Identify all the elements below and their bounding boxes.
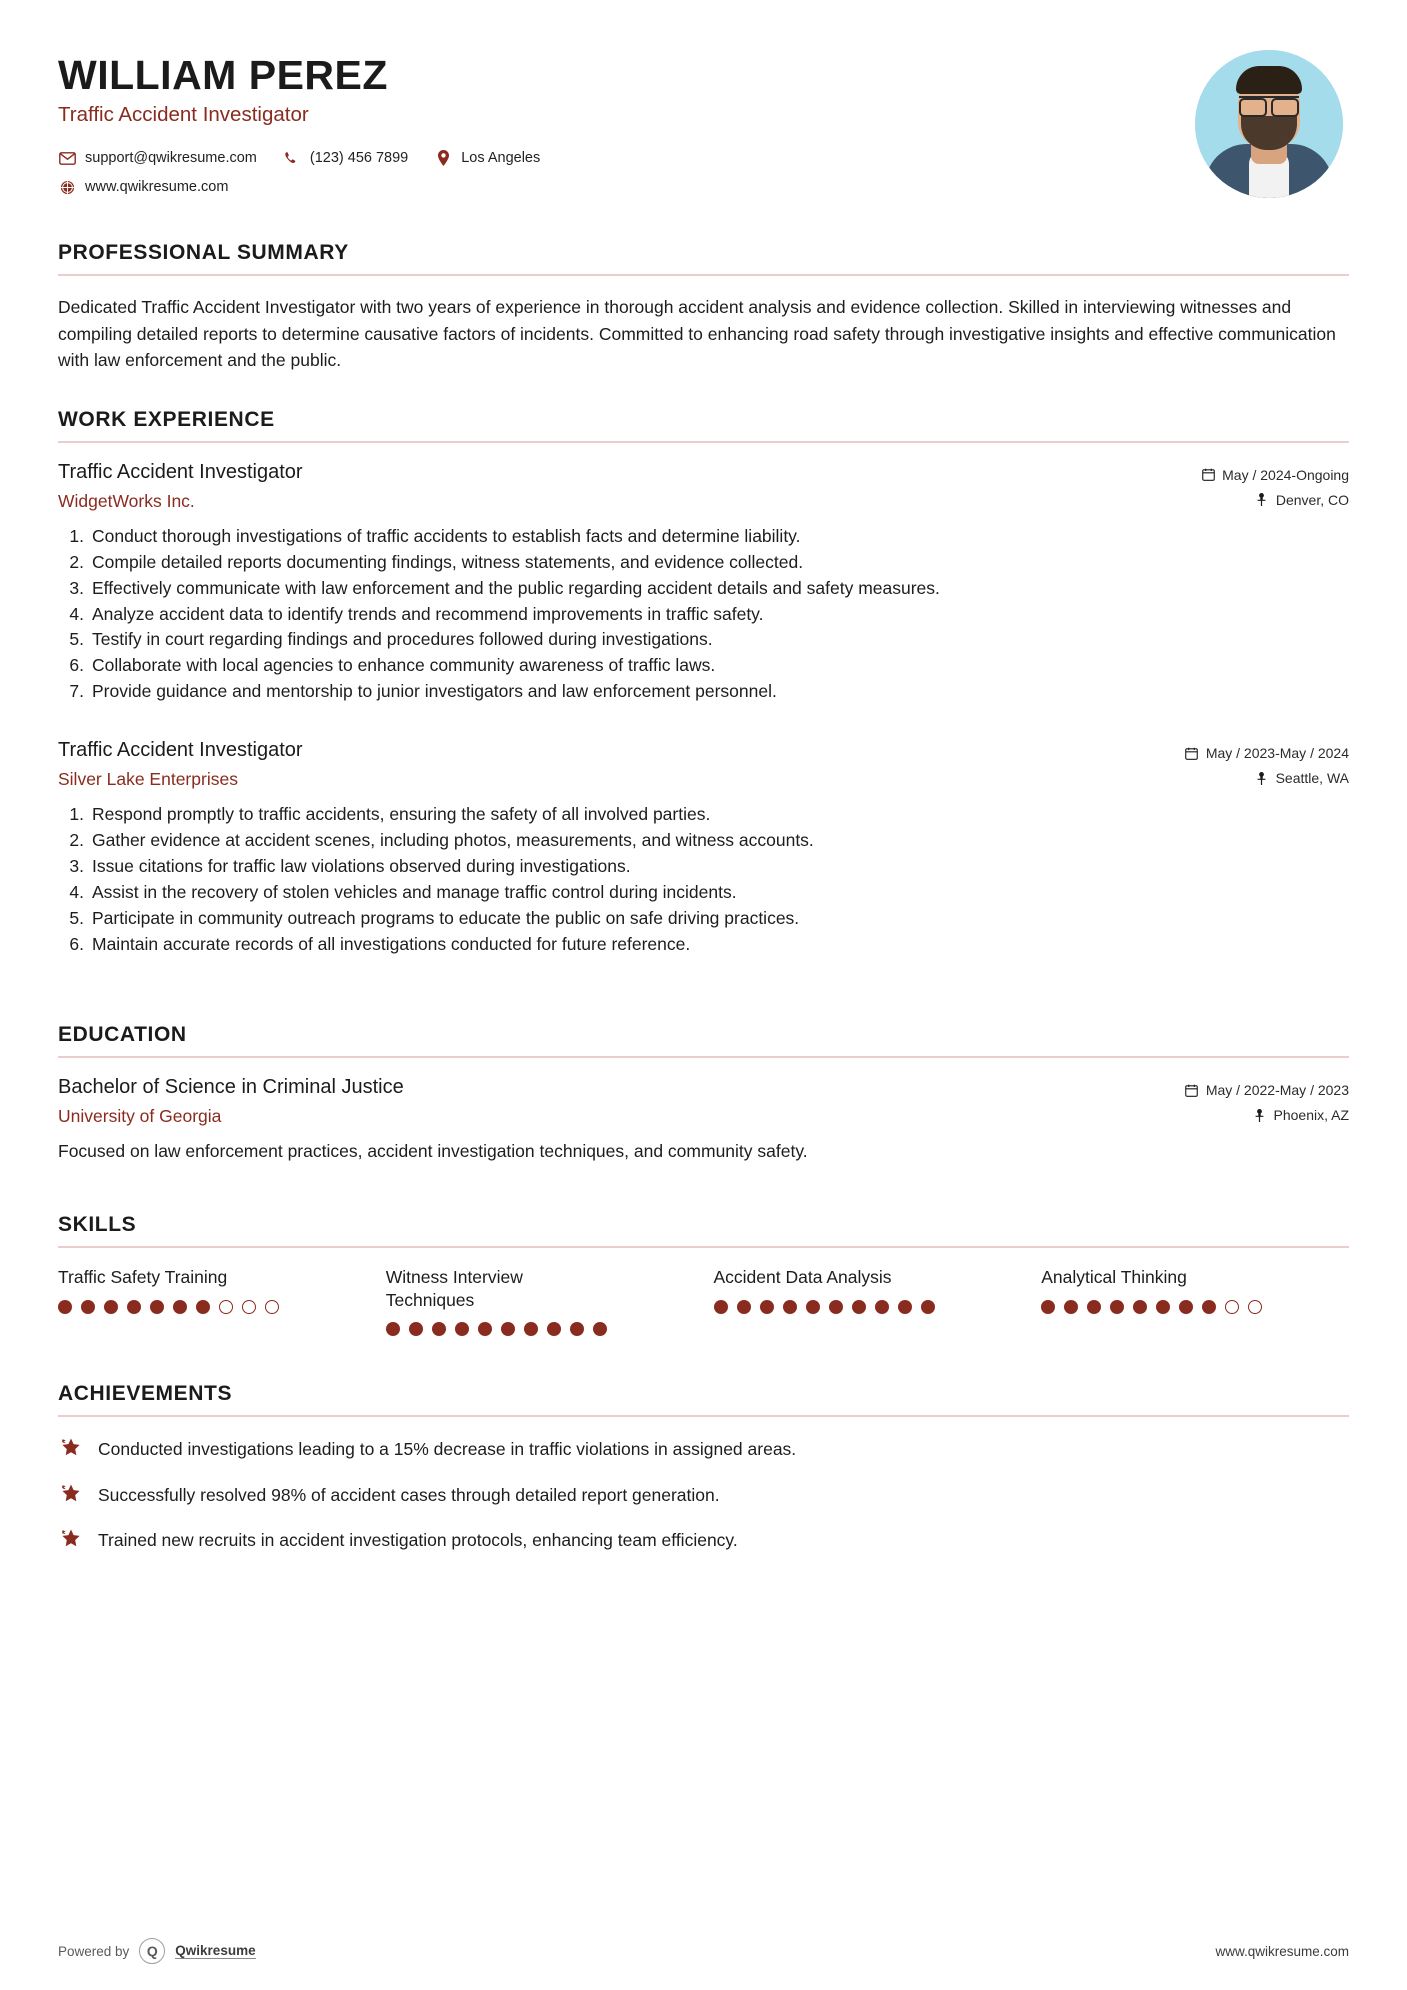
- divider: [58, 1056, 1349, 1058]
- achievement-text: Successfully resolved 98% of accident cases through detailed report generation.: [98, 1484, 720, 1505]
- email-icon: [58, 149, 76, 167]
- skill-dot-filled: [478, 1322, 492, 1336]
- contact-phone: [283, 149, 408, 167]
- skill-dot-filled: [386, 1322, 400, 1336]
- divider: [58, 1415, 1349, 1417]
- list-item: 5. Participate in community outreach programs to educate the public on safe driving practices.: [69, 907, 800, 928]
- experience-dates-text: May / 2023-May / 2024: [1205, 745, 1349, 762]
- skill-dot-filled: [409, 1322, 423, 1336]
- skill-dot-filled: [58, 1300, 72, 1314]
- job-title: Traffic Accident Investigator: [58, 103, 309, 127]
- list-item: 6. Maintain accurate records of all investigations conducted for future reference.: [69, 933, 691, 954]
- skill-dot-filled: [1087, 1300, 1101, 1314]
- skill-item: [58, 1266, 366, 1314]
- website-row: [58, 178, 1195, 196]
- skill-item: [386, 1266, 694, 1337]
- section-skills: [58, 1213, 1349, 1337]
- skill-dot-filled: [104, 1300, 118, 1314]
- resume-header: [58, 48, 1349, 207]
- education-dates: [1139, 1082, 1349, 1098]
- list-item: 5. Testify in court regarding findings and procedures followed during investigations.: [69, 629, 713, 650]
- contact-row: [58, 149, 1195, 167]
- phone-icon: [283, 149, 301, 167]
- skill-dot-empty: [242, 1300, 256, 1314]
- skill-dot-filled: [455, 1322, 469, 1336]
- skill-label: Witness Interview Techniques: [385, 1266, 523, 1310]
- contact-email-text: support@qwikresume.com: [85, 150, 257, 167]
- education-dates-text: May / 2022-May / 2023: [1205, 1082, 1349, 1099]
- list-item: 1. Respond promptly to traffic accidents, ensuring the safety of all involved parties.: [69, 804, 711, 825]
- education-location: [1139, 1107, 1349, 1123]
- achievement-item: [58, 1526, 1349, 1553]
- section-education: [58, 1023, 1349, 1174]
- footer-website[interactable]: www.qwikresume.com: [1215, 1943, 1349, 1959]
- skill-dot-filled: [852, 1300, 866, 1314]
- list-item: 3. Issue citations for traffic law violations observed during investigations.: [69, 855, 631, 876]
- section-title-skills: SKILLS: [58, 1212, 137, 1236]
- star-icon: [58, 1435, 84, 1461]
- skill-dot-filled: [783, 1300, 797, 1314]
- experience-role: Traffic Accident Investigator: [58, 739, 303, 762]
- list-item: 4. Analyze accident data to identify trends and recommend improvements in traffic safety.: [69, 603, 764, 624]
- section-work-experience: [58, 408, 1349, 984]
- achievement-item: [58, 1435, 1349, 1462]
- section-title-education: EDUCATION: [58, 1023, 187, 1047]
- skill-dot-filled: [737, 1300, 751, 1314]
- experience-location-text: Denver, CO: [1275, 491, 1349, 508]
- list-item: 2. Gather evidence at accident scenes, including photos, measurements, and witness accounts.: [69, 829, 814, 850]
- skill-dot-filled: [547, 1322, 561, 1336]
- section-professional-summary: [58, 241, 1349, 374]
- calendar-icon: [1185, 1083, 1199, 1097]
- skill-dot-filled: [760, 1300, 774, 1314]
- skill-dot-empty: [1225, 1300, 1239, 1314]
- skill-dot-filled: [127, 1300, 141, 1314]
- list-item: 2. Compile detailed reports documenting findings, witness statements, and evidence collected.: [69, 551, 804, 572]
- experience-organization: Silver Lake Enterprises: [58, 769, 238, 790]
- achievement-text: Trained new recruits in accident investigation protocols, enhancing team efficiency.: [98, 1530, 738, 1551]
- calendar-icon: [1185, 746, 1199, 760]
- experience-entry: [58, 739, 1349, 957]
- calendar-icon: [1201, 468, 1215, 482]
- skill-rating: [714, 1300, 1022, 1314]
- powered-by-label: Powered by: [58, 1943, 130, 1959]
- section-achievements: [58, 1382, 1349, 1572]
- qwikresume-logo-icon: Q: [139, 1938, 165, 1964]
- skill-dot-filled: [524, 1322, 538, 1336]
- education-description: Focused on law enforcement practices, accident investigation techniques, and community safety.: [58, 1141, 808, 1162]
- experience-entry: [58, 461, 1349, 705]
- globe-icon: [58, 178, 76, 196]
- skill-dot-filled: [173, 1300, 187, 1314]
- experience-organization: WidgetWorks Inc.: [58, 490, 195, 511]
- skill-dot-filled: [806, 1300, 820, 1314]
- summary-text: Dedicated Traffic Accident Investigator with two years of experience in thorough accident analysis and evidence collection. Skilled in interviewing witnesses and compiling detailed reports to determine causative factors of incidents. Committed to enhancing road safety through investigative insights and effective communication with law enforcement and the public.: [58, 297, 1336, 371]
- skill-label: Traffic Safety Training: [58, 1266, 228, 1287]
- skill-dot-filled: [1110, 1300, 1124, 1314]
- skill-dot-filled: [593, 1322, 607, 1336]
- divider: [58, 441, 1349, 443]
- experience-dates: [1139, 467, 1349, 483]
- page-footer: [58, 1916, 1349, 1990]
- skill-dot-filled: [898, 1300, 912, 1314]
- skill-dot-filled: [875, 1300, 889, 1314]
- skill-label: Analytical Thinking: [1041, 1266, 1187, 1287]
- skill-dot-filled: [1179, 1300, 1193, 1314]
- skill-dot-filled: [1064, 1300, 1078, 1314]
- skill-dot-filled: [570, 1322, 584, 1336]
- experience-role: Traffic Accident Investigator: [58, 460, 303, 483]
- star-icon: [58, 1526, 84, 1552]
- experience-location: [1139, 492, 1349, 508]
- section-title-achievements: ACHIEVEMENTS: [58, 1382, 233, 1406]
- skill-dot-empty: [219, 1300, 233, 1314]
- experience-bullets: [58, 524, 1349, 705]
- section-title-summary: PROFESSIONAL SUMMARY: [58, 241, 349, 265]
- experience-location-text: Seattle, WA: [1275, 770, 1349, 787]
- header-left: [58, 48, 1195, 207]
- education-degree: Bachelor of Science in Criminal Justice: [58, 1076, 404, 1099]
- experience-dates-text: May / 2024-Ongoing: [1222, 466, 1349, 483]
- brand-link[interactable]: Qwikresume: [175, 1943, 256, 1958]
- skill-dot-filled: [829, 1300, 843, 1314]
- list-item: 6. Collaborate with local agencies to enhance community awareness of traffic laws.: [69, 655, 716, 676]
- footer-branding: [58, 1938, 256, 1964]
- list-item: 1. Conduct thorough investigations of traffic accidents to establish facts and determine liability.: [69, 525, 801, 546]
- section-title-experience: WORK EXPERIENCE: [58, 407, 275, 431]
- skill-item: [1041, 1266, 1349, 1314]
- achievement-item: [58, 1481, 1349, 1508]
- skill-dot-filled: [1133, 1300, 1147, 1314]
- skill-dot-filled: [501, 1322, 515, 1336]
- page-title: WILLIAM PEREZ: [58, 52, 388, 98]
- contact-email: [58, 149, 257, 167]
- skill-rating: [58, 1300, 366, 1314]
- list-item: 3. Effectively communicate with law enforcement and the public regarding accident details and safety measures.: [69, 577, 940, 598]
- contact-website[interactable]: [58, 178, 228, 196]
- skill-dot-filled: [1156, 1300, 1170, 1314]
- star-icon: [58, 1481, 84, 1507]
- skill-dot-filled: [150, 1300, 164, 1314]
- skill-dot-empty: [1248, 1300, 1262, 1314]
- skill-dot-filled: [1202, 1300, 1216, 1314]
- skill-rating: [1041, 1300, 1349, 1314]
- divider: [58, 274, 1349, 276]
- experience-location: [1139, 770, 1349, 786]
- skill-dot-filled: [1041, 1300, 1055, 1314]
- skill-rating: [386, 1322, 694, 1336]
- skill-item: [714, 1266, 1022, 1314]
- skill-dot-filled: [921, 1300, 935, 1314]
- skill-dot-filled: [196, 1300, 210, 1314]
- divider: [58, 1246, 1349, 1248]
- achievement-text: Conducted investigations leading to a 15% decrease in traffic violations in assigned areas.: [98, 1439, 797, 1460]
- location-pin-icon: [434, 149, 452, 167]
- education-school: University of Georgia: [58, 1106, 222, 1127]
- contact-location: [434, 149, 540, 167]
- skill-dot-filled: [432, 1322, 446, 1336]
- pin-icon: [1255, 771, 1269, 785]
- skill-dot-filled: [81, 1300, 95, 1314]
- pin-icon: [1253, 1108, 1267, 1122]
- skill-dot-empty: [265, 1300, 279, 1314]
- experience-bullets: [58, 802, 1349, 957]
- experience-dates: [1139, 745, 1349, 761]
- pin-icon: [1255, 493, 1269, 507]
- contact-phone-text: (123) 456 7899: [309, 150, 409, 167]
- education-location-text: Phoenix, AZ: [1273, 1107, 1349, 1124]
- avatar: [1195, 50, 1343, 198]
- skill-label: Accident Data Analysis: [713, 1266, 892, 1287]
- skill-dot-filled: [714, 1300, 728, 1314]
- contact-location-text: Los Angeles: [461, 150, 541, 167]
- education-entry: [58, 1076, 1349, 1164]
- list-item: 4. Assist in the recovery of stolen vehicles and manage traffic control during incidents.: [69, 881, 737, 902]
- contact-website-text: www.qwikresume.com: [85, 179, 229, 196]
- list-item: 7. Provide guidance and mentorship to junior investigators and law enforcement personnel.: [69, 681, 777, 702]
- skills-grid: [58, 1266, 1349, 1337]
